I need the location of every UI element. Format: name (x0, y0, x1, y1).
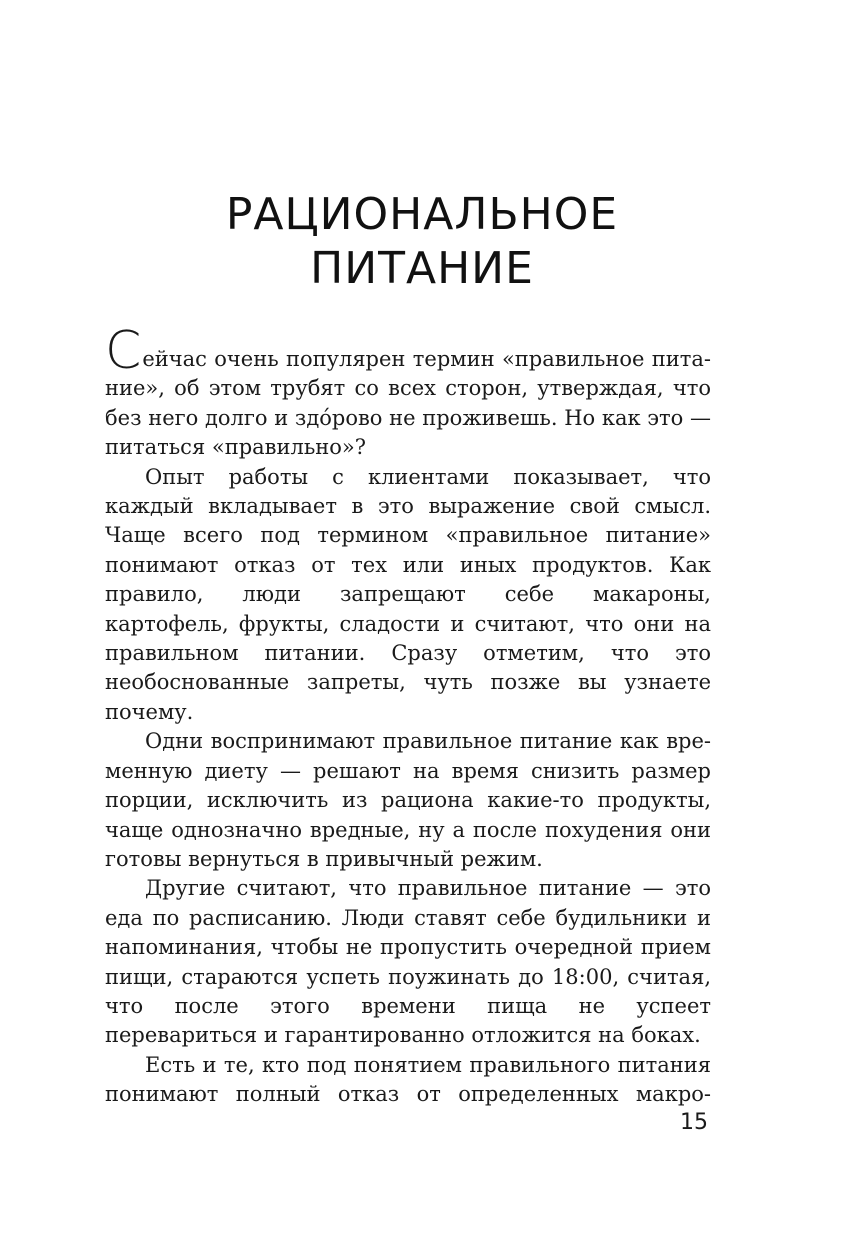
drop-cap: С (105, 321, 142, 381)
paragraph-3: Одни воспринимают правильное питание как временную диету — решают на время снизить размер порции, исключить из рациона какие-то продукты, чаще однозначно вредные, ну а после похудения они готовы вернуться в привычный режим. (105, 729, 711, 871)
chapter-title (0, 188, 844, 296)
paragraph-1-text: ейчас очень популярен термин «правильное питание», об этом трубят со всех сторон, утверждая, что без него долго и здóрово не проживешь. Но как это — питаться «правильно»? (105, 347, 711, 460)
paragraph-2: Опыт работы с клиентами показывает, что каждый вкладывает в это выражение свой смысл. Чаще всего под термином «правильное питание» понимают отказ от тех или иных продуктов. Как правило, люди запрещают себе макароны, картофель, фрукты, сладости и считают, что они на правильном питании. Сразу отметим, что это необоснованные запреты, чуть позже вы узнаете почему. (105, 464, 711, 724)
chapter-title-line-1: РАЦИОНАЛЬНОЕ (225, 189, 619, 240)
paragraph-5: Есть и те, кто под понятием правильного питания понимают полный отказ от определенных макро- (105, 1052, 711, 1107)
chapter-body (105, 321, 711, 1110)
chapter-title-line-2: ПИТАНИЕ (310, 243, 534, 294)
paragraph-4: Другие считают, что правильное питание — это еда по расписанию. Люди ставят себе будильники и напоминания, чтобы не пропустить очередной прием пищи, стараются успеть поужинать до 18:00, считая, что после этого времени пища не успеет перевариться и гарантированно отложится на боках. (105, 876, 711, 1048)
paragraph-1 (105, 321, 711, 463)
page-number: 15 (680, 1110, 708, 1135)
